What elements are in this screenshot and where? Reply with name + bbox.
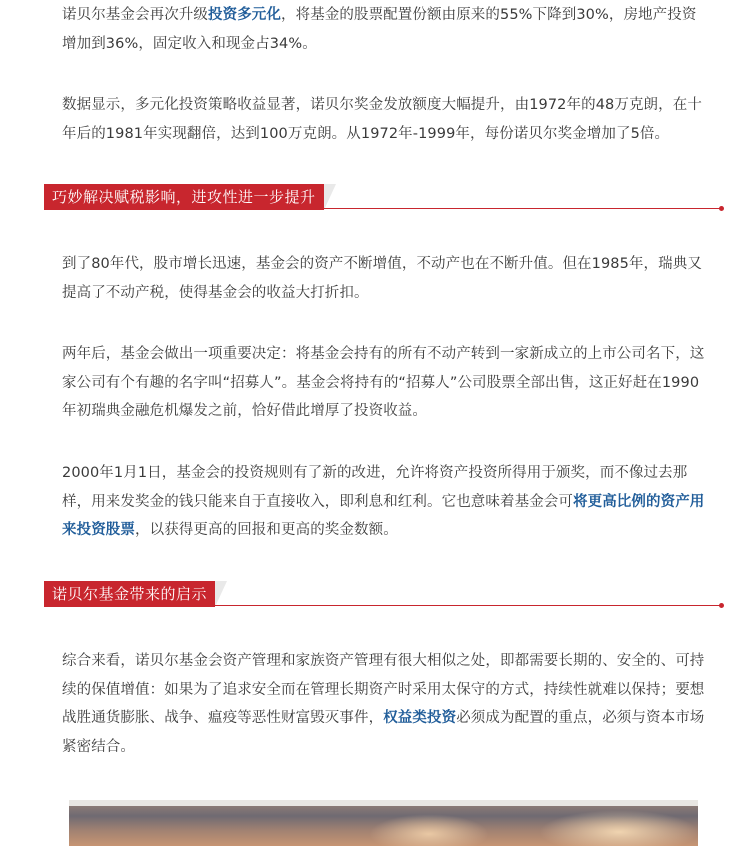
photo-cloud	[369, 814, 489, 846]
paragraph-asset-diversification	[62, 1, 710, 58]
section-heading-insights	[44, 581, 728, 609]
highlight-equity-ratio: 将更高比例的资产用来投资股票	[62, 493, 705, 538]
heading-dot-icon	[719, 206, 724, 211]
paragraph-recruiter-company: 两年后，基金会做出一项重要决定：将基金会持有的所有不动产转到一家新成立的上市公司名下，这家公司有个有趣的名字叫“招募人”。基金会将持有的“招募人”公司股票全部出售，这正好赶在1990年初瑞典金融危机爆发之前，恰好借此增厚了投资收益。	[62, 346, 705, 419]
paragraph-80s-market: 到了80年代，股市增长迅速，基金会的资产不断增值，不动产也在不断升值。但在1985年，瑞典又提高了不动产税，使得基金会的收益大打折扣。	[62, 256, 702, 301]
heading-tail-decoration	[324, 184, 336, 210]
heading-dot-icon	[719, 603, 724, 608]
paragraph-prize-growth: 数据显示，多元化投资策略收益显著，诺贝尔奖金发放额度大幅提升，由1972年的48万克朗，在十年后的1981年实现翻倍，达到100万克朗。从1972年-1999年，每份诺贝尔奖金增加了5倍。	[62, 97, 702, 142]
section-title: 巧妙解决赋税影响，进攻性进一步提升	[44, 184, 324, 210]
heading-divider	[44, 605, 720, 606]
paragraph-text: ，将基金的股票配置份额由原来的55%下降到30%，房地产投资增加到36%，固定收入和现金占34%。	[62, 7, 697, 52]
heading-divider	[44, 208, 720, 209]
paragraph-rules-2000	[62, 459, 710, 545]
paragraph-text: 必须成为配置的重点，必须与资本市场紧密结合。	[62, 710, 705, 755]
highlight-diversification: 投资多元化	[208, 7, 281, 23]
photo-cloud	[539, 810, 698, 846]
heading-tail-decoration	[215, 581, 227, 607]
highlight-equity-investment: 权益类投资	[383, 710, 457, 726]
paragraph-text: 综合来看，诺贝尔基金会资产管理和家族资产管理有很大相似之处，即都需要长期的、安全的、可持续的保值增值：如果为了追求安全而在管理长期资产时采用太保守的方式，持续性就难以保持；要想战胜通货膨胀、战争、瘟疫等恶性财富毁灭事件，	[62, 653, 705, 726]
paragraph-text: ，以获得更高的回报和更高的奖金数额。	[135, 522, 398, 538]
paragraph-text: 诺贝尔基金会再次升级	[62, 7, 208, 23]
sunset-photo	[69, 800, 698, 846]
paragraph-summary	[62, 647, 710, 761]
paragraph-text: 2000年1月1日，基金会的投资规则有了新的改进，允许将资产投资所得用于颁奖，而不像过去那样，用来发奖金的钱只能来自于直接收入，即利息和红利。它也意味着基金会可	[62, 465, 688, 510]
section-title: 诺贝尔基金带来的启示	[44, 581, 215, 607]
section-heading-tax	[44, 184, 728, 212]
